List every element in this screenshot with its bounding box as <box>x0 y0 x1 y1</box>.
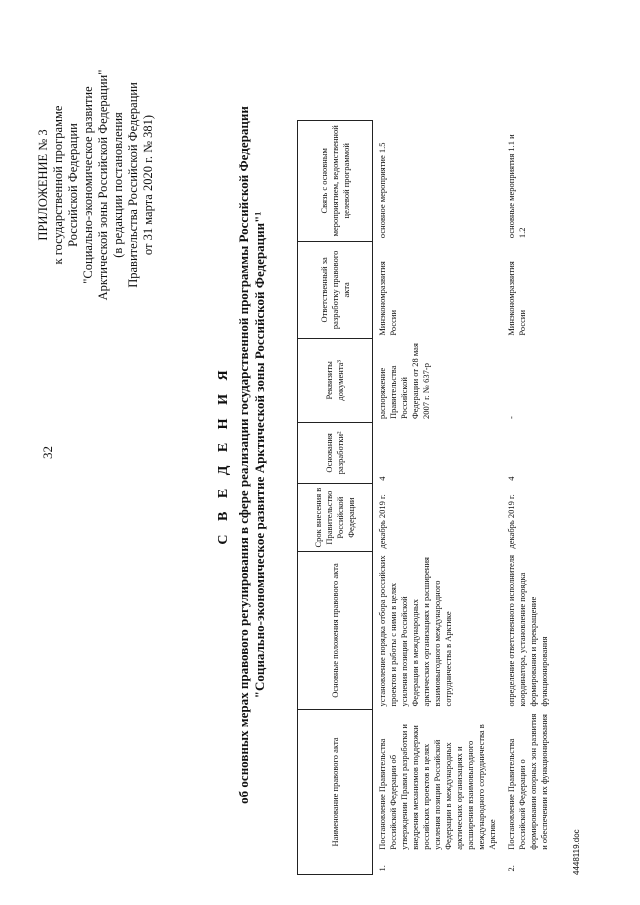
appendix-line: Правительства Российской Федерации <box>126 82 140 288</box>
header-link: Связь с основным мероприятием, ведомственной целевой программой <box>298 121 373 242</box>
act-basis: 4 <box>377 476 387 481</box>
act-requisites: - <box>506 416 516 420</box>
table-row <box>502 121 554 875</box>
header-deadline: Срок внесения в Правительство Российской Федерации <box>298 484 373 552</box>
page-number: 32 <box>40 446 55 459</box>
row-number: 2. <box>506 865 516 872</box>
appendix-line: (в редакции постановления <box>111 112 125 258</box>
title-heading: С В Е Д Е Н И Я <box>216 365 231 545</box>
table-header-row <box>298 121 373 875</box>
appendix-line: Арктической зоны Российской Федерации" <box>96 69 110 301</box>
appendix-block <box>36 30 156 340</box>
act-responsible: Минэкономразвития России <box>506 261 527 336</box>
header-name: Наименование правового акта <box>298 709 373 874</box>
appendix-line: ПРИЛОЖЕНИЕ № 3 <box>36 129 50 241</box>
act-deadline: декабрь 2019 г. <box>377 494 387 549</box>
table-row <box>373 121 503 875</box>
document-title <box>216 85 268 825</box>
header-basis: Основания разработки² <box>298 422 373 484</box>
act-requisites: распоряжение Правительства Российской Федерации от 28 мая 2007 г. № 637-р <box>377 343 431 420</box>
appendix-line: Российской Федерации <box>66 123 80 247</box>
act-basis: 4 <box>506 476 516 481</box>
act-provisions: установление порядка отбора российских проектов и работы с ними в целях усиления позиции Российской Федерации в международных арктических организациях и расширения взаимовыгодного международного сотрудничества в Арктике <box>377 555 453 707</box>
act-responsible: Минэкономразвития России <box>377 261 398 336</box>
act-deadline: декабрь 2019 г. <box>506 494 516 549</box>
title-subheading: об основных мерах правового регулирования в сфере реализации государственной программы Российской Федерации <box>236 106 251 804</box>
header-provisions: Основные положения правового акта <box>298 552 373 710</box>
header-requisites: Реквизиты документа³ <box>298 339 373 422</box>
act-link: основное мероприятие 1.5 <box>377 142 387 239</box>
act-name: Постановление Правительства Российской Федерации об утверждении Правил разработки и внедрения механизмов поддержки российских проектов в целях усиления позиции Российской Федерации в международных арктических организациях и расширения взаимовыгодного международного сотрудничества в Арктике <box>377 724 497 850</box>
document-code: 4448119.doc <box>572 829 581 875</box>
header-responsible: Ответственный за разработку правового акта <box>298 241 373 339</box>
act-name: Постановление Правительства Российской Федерации о формировании опорных зон развития и обеспечении их функционирования <box>506 713 549 850</box>
measures-table <box>297 120 554 875</box>
act-provisions: определение ответственного исполнителя координатора, установление порядка формирования и прекращение функционирования <box>506 555 549 707</box>
row-number: 1. <box>377 865 387 872</box>
act-link: основные мероприятия 1.1 и 1.2 <box>506 134 527 239</box>
appendix-line: "Социально-экономическое развитие <box>81 86 95 284</box>
title-program-name: "Социально-экономическое развитие Арктической зоны Российской Федерации"¹ <box>252 211 267 699</box>
appendix-line: от 31 марта 2020 г. № 381) <box>141 114 155 256</box>
appendix-line: к государственной программе <box>51 105 65 265</box>
